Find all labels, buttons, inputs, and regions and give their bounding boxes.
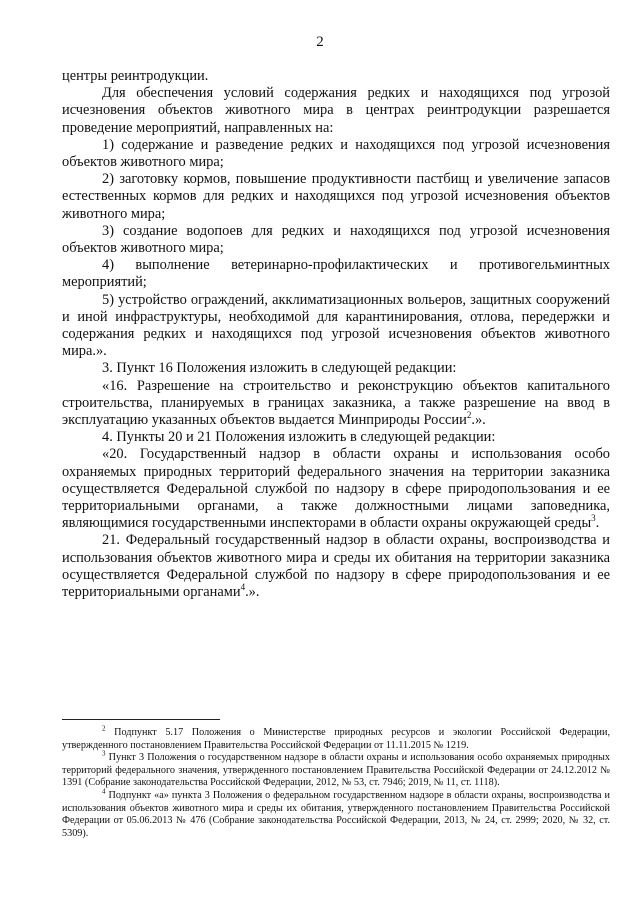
footnote-divider — [62, 719, 220, 720]
paragraph-text: «16. Разрешение на строительство и реконструкцию объектов капитального строительства, планируемых в границах заказника, а также разрешение на ввод в эксплуатацию указанных объектов выдается Минприроды России — [62, 377, 610, 429]
footnote — [62, 724, 610, 752]
footnote-text: Подпункт 5.17 Положения о Министерстве природных ресурсов и экологии Российской Федерации, утвержденного постановлением Правительства Российской Федерации от 11.11.2015 № 1219. — [62, 727, 610, 751]
footnote-ref: 2 — [466, 410, 472, 421]
footnote-text: Пункт 3 Положения о государственном надзоре в области охраны и использования особо охраняемых природных территорий федерального значения, утвержденного постановлением Правительства Российской Федерации от 24.12.2012 № 1391 (Собрание законодательства Российской Федерации, 2012, № 53, ст. 7946; 2019, № 11, ст. 1118). — [62, 752, 610, 789]
paragraph: центры реинтродукции. — [62, 68, 209, 84]
paragraph-text: 21. Федеральный государственный надзор в области охраны, воспроизводства и использования объектов животного мира и среды их обитания на территории заказника осуществляется Федеральной службой по надзору в сфере природопользования и ее территориальными органами — [62, 532, 610, 601]
footnote-mark: 2 — [102, 724, 106, 733]
paragraph-end: .». — [471, 412, 486, 429]
footnote-mark: 3 — [102, 749, 106, 758]
paragraph-text: «20. Государственный надзор в области охраны и использования особо охраняемых природных территорий федерального значения на территории заказника осуществляется Федеральной службой по надзору в сфере природопользования и ее территориальными органами, а также должностными лицами заповедника, являющимися государственными инспекторами в области охраны окружающей среды — [62, 446, 610, 532]
footnote-ref: 3 — [591, 513, 596, 524]
paragraph — [62, 378, 610, 430]
footnote-text: Подпункт «а» пункта 3 Положения о федеральном государственном надзоре в области охраны, воспроизводства и использования объектов животного мира и среды их обитания, утвержденного постановлением Правительства Российской Федерации от 05.06.2013 № 476 (Собрание законодательства Российской Федерации, 2013, № 24, ст. 2999; 2020, № 32, ст. 5309). — [62, 789, 610, 839]
footnote-ref: 4 — [240, 582, 246, 593]
paragraph: 3. Пункт 16 Положения изложить в следующей редакции: — [102, 360, 457, 377]
footnotes — [62, 724, 610, 840]
footnote — [62, 787, 610, 840]
footnote — [62, 749, 610, 790]
paragraph-end: . — [595, 515, 600, 532]
body-text — [62, 68, 610, 601]
paragraph — [62, 446, 610, 532]
paragraph-end: .». — [245, 584, 260, 601]
paragraph: Для обеспечения условий содержания редких и находящихся под угрозой исчезновения объектов животного мира в центрах реинтродукции разрешается проведение мероприятий, направленных на: — [62, 85, 610, 136]
list-item: 1) содержание и разведение редких и находящихся под угрозой исчезновения объектов животного мира; — [62, 136, 610, 171]
paragraph — [62, 532, 610, 601]
list-item: 5) устройство ограждений, акклиматизационных вольеров, защитных сооружений и иной инфраструктуры, необходимой для карантинирования, отлова, передержки и содержания редких и находящихся под угрозой исчезновения объектов животного мира.». — [62, 291, 610, 360]
list-item: 4) выполнение ветеринарно-профилактических и противогельминтных мероприятий; — [62, 257, 610, 291]
list-item: 2) заготовку кормов, повышение продуктивности пастбищ и увеличение запасов естественных кормов для редких и находящихся под угрозой исчезновения объектов животного мира; — [62, 171, 610, 222]
footnote-mark: 4 — [102, 787, 106, 796]
list-item: 3) создание водопоев для редких и находящихся под угрозой исчезновения объектов животного мира; — [62, 222, 610, 257]
page-number: 2 — [316, 34, 324, 50]
paragraph: 4. Пункты 20 и 21 Положения изложить в следующей редакции: — [102, 429, 496, 446]
